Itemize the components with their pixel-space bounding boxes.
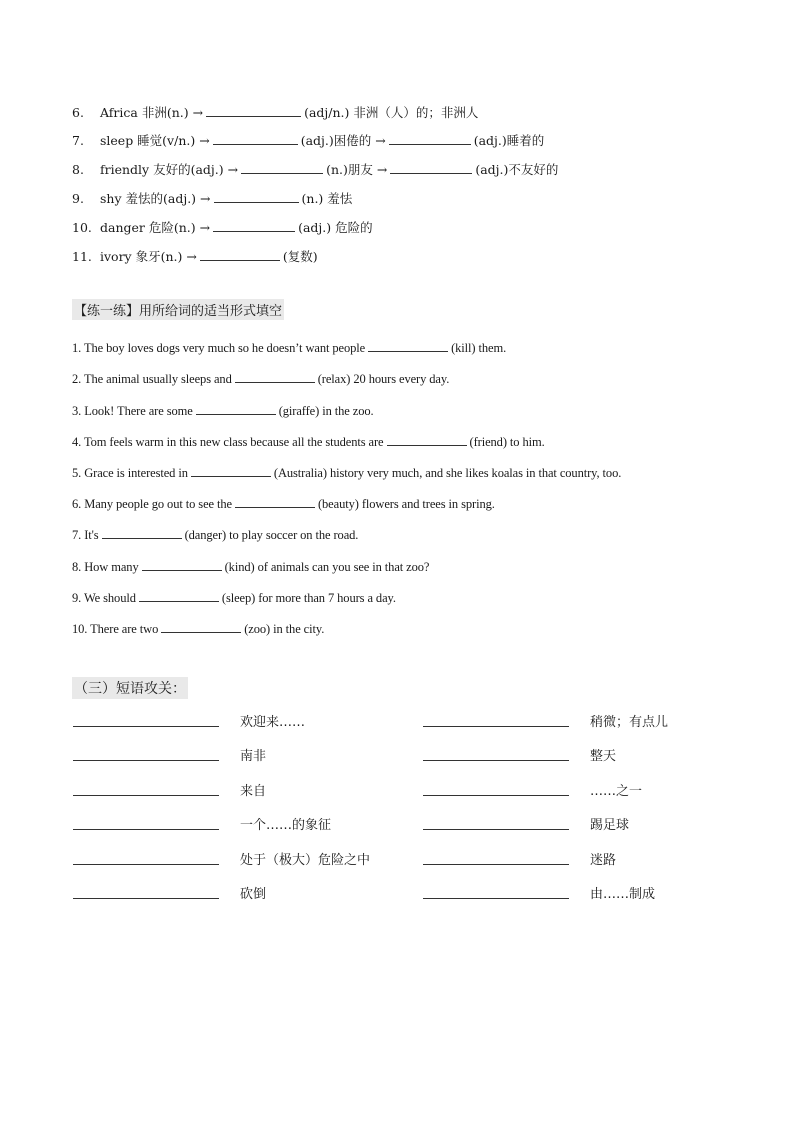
phrase-answer-line[interactable] — [423, 726, 569, 727]
sentence-start: 2. The animal usually sleeps and — [72, 372, 232, 386]
answer-blank[interactable] — [200, 248, 280, 261]
phrase-section-header: （三）短语攻关： — [72, 677, 188, 699]
phrase-prompt: 欢迎来…… — [240, 715, 306, 730]
word-formation-item — [72, 131, 544, 149]
sentence-end: (Australia) history very much, and she likes koalas in that country, too. — [273, 466, 622, 480]
sentence-start: 9. We should — [72, 591, 136, 605]
item-stem: shy 羞怯的(adj.) → — [100, 191, 211, 206]
answer-blank[interactable] — [142, 558, 222, 571]
item-stem: sleep 睡觉(v/n.) → — [100, 133, 210, 148]
sentence-start: 3. Look! There are some — [72, 404, 193, 418]
answer-blank[interactable] — [389, 132, 471, 145]
item-hint: (adj.) 危险的 — [298, 220, 373, 235]
phrase-prompt: 整天 — [590, 749, 617, 764]
item-number: 10. — [72, 220, 92, 235]
answer-blank[interactable] — [390, 161, 472, 174]
item-number: 9. — [72, 191, 84, 206]
practice-sentence — [72, 464, 621, 481]
sentence-end: (friend) to him. — [469, 435, 545, 449]
practice-sentence — [72, 495, 495, 512]
item-hint: (n.) 羞怯 — [301, 191, 353, 206]
sentence-end: (kind) of animals can you see in that zoo? — [224, 560, 430, 574]
item-hint: (adj.)不友好的 — [475, 162, 559, 177]
phrase-prompt: 砍倒 — [240, 887, 267, 902]
practice-sentence — [72, 558, 429, 575]
phrase-answer-line[interactable] — [73, 795, 219, 796]
phrase-prompt: 南非 — [240, 749, 267, 764]
answer-blank[interactable] — [139, 589, 219, 602]
answer-blank[interactable] — [387, 433, 467, 446]
word-formation-item — [72, 218, 373, 236]
item-number: 11. — [72, 249, 92, 264]
answer-blank[interactable] — [235, 370, 315, 383]
practice-sentence — [72, 402, 374, 419]
item-stem: ivory 象牙(n.) → — [100, 249, 197, 264]
word-formation-item — [72, 103, 478, 121]
answer-blank[interactable] — [191, 464, 271, 477]
sentence-end: (beauty) flowers and trees in spring. — [317, 497, 495, 511]
answer-blank[interactable] — [241, 161, 323, 174]
item-hint: (adj/n.) 非洲（人）的；非洲人 — [304, 105, 479, 120]
phrase-prompt: 来自 — [240, 784, 267, 799]
item-stem: friendly 友好的(adj.) → — [100, 162, 239, 177]
sentence-start: 7. It's — [72, 528, 99, 542]
item-hint: (adj.)困倦的 → — [300, 133, 386, 148]
sentence-end: (danger) to play soccer on the road. — [184, 528, 359, 542]
sentence-start: 5. Grace is interested in — [72, 466, 188, 480]
item-hint: (adj.)睡着的 — [473, 133, 545, 148]
answer-blank[interactable] — [161, 620, 241, 633]
sentence-end: (zoo) in the city. — [244, 622, 325, 636]
answer-blank[interactable] — [196, 402, 276, 415]
sentence-start: 4. Tom feels warm in this new class because all the students are — [72, 435, 384, 449]
phrase-answer-line[interactable] — [73, 760, 219, 761]
item-number: 7. — [72, 133, 84, 148]
phrase-answer-line[interactable] — [423, 898, 569, 899]
sentence-start: 6. Many people go out to see the — [72, 497, 232, 511]
practice-sentence — [72, 526, 358, 543]
item-number: 6. — [72, 105, 84, 120]
phrase-answer-line[interactable] — [73, 898, 219, 899]
phrase-prompt: 迷路 — [590, 853, 617, 868]
phrase-answer-line[interactable] — [423, 760, 569, 761]
sentence-start: 10. There are two — [72, 622, 159, 636]
practice-sentence — [72, 339, 506, 356]
phrase-answer-line[interactable] — [423, 864, 569, 865]
item-stem: Africa 非洲(n.) → — [100, 105, 204, 120]
phrase-answer-line[interactable] — [423, 829, 569, 830]
practice-sentence — [72, 370, 449, 387]
practice-sentence — [72, 433, 545, 450]
practice-section-header: 【练一练】用所给词的适当形式填空 — [72, 299, 284, 320]
phrase-answer-line[interactable] — [73, 726, 219, 727]
answer-blank[interactable] — [102, 526, 182, 539]
phrase-answer-line[interactable] — [423, 795, 569, 796]
sentence-end: (giraffe) in the zoo. — [278, 404, 374, 418]
phrase-prompt: 稍微；有点儿 — [590, 715, 669, 730]
answer-blank[interactable] — [206, 104, 301, 117]
phrase-answer-line[interactable] — [73, 829, 219, 830]
item-stem: danger 危险(n.) → — [100, 220, 211, 235]
sentence-end: (sleep) for more than 7 hours a day. — [221, 591, 396, 605]
sentence-end: (relax) 20 hours every day. — [317, 372, 450, 386]
item-number: 8. — [72, 162, 84, 177]
answer-blank[interactable] — [213, 219, 295, 232]
word-formation-item — [72, 247, 318, 265]
practice-sentence — [72, 620, 324, 637]
answer-blank[interactable] — [213, 132, 298, 145]
phrase-prompt: ……之一 — [590, 784, 643, 799]
phrase-answer-line[interactable] — [73, 864, 219, 865]
item-hint: (n.)朋友 → — [326, 162, 388, 177]
phrase-prompt: 一个……的象征 — [240, 818, 332, 833]
answer-blank[interactable] — [368, 339, 448, 352]
phrase-prompt: 由……制成 — [590, 887, 656, 902]
phrase-prompt: 处于（极大）危险之中 — [240, 853, 371, 868]
answer-blank[interactable] — [214, 190, 299, 203]
item-hint: (复数) — [282, 249, 318, 264]
word-formation-item — [72, 189, 352, 207]
answer-blank[interactable] — [235, 495, 315, 508]
word-formation-item — [72, 160, 558, 178]
sentence-start: 1. The boy loves dogs very much so he doesn’t want people — [72, 341, 366, 355]
sentence-end: (kill) them. — [451, 341, 507, 355]
phrase-prompt: 踢足球 — [590, 818, 630, 833]
sentence-start: 8. How many — [72, 560, 139, 574]
practice-sentence — [72, 589, 396, 606]
